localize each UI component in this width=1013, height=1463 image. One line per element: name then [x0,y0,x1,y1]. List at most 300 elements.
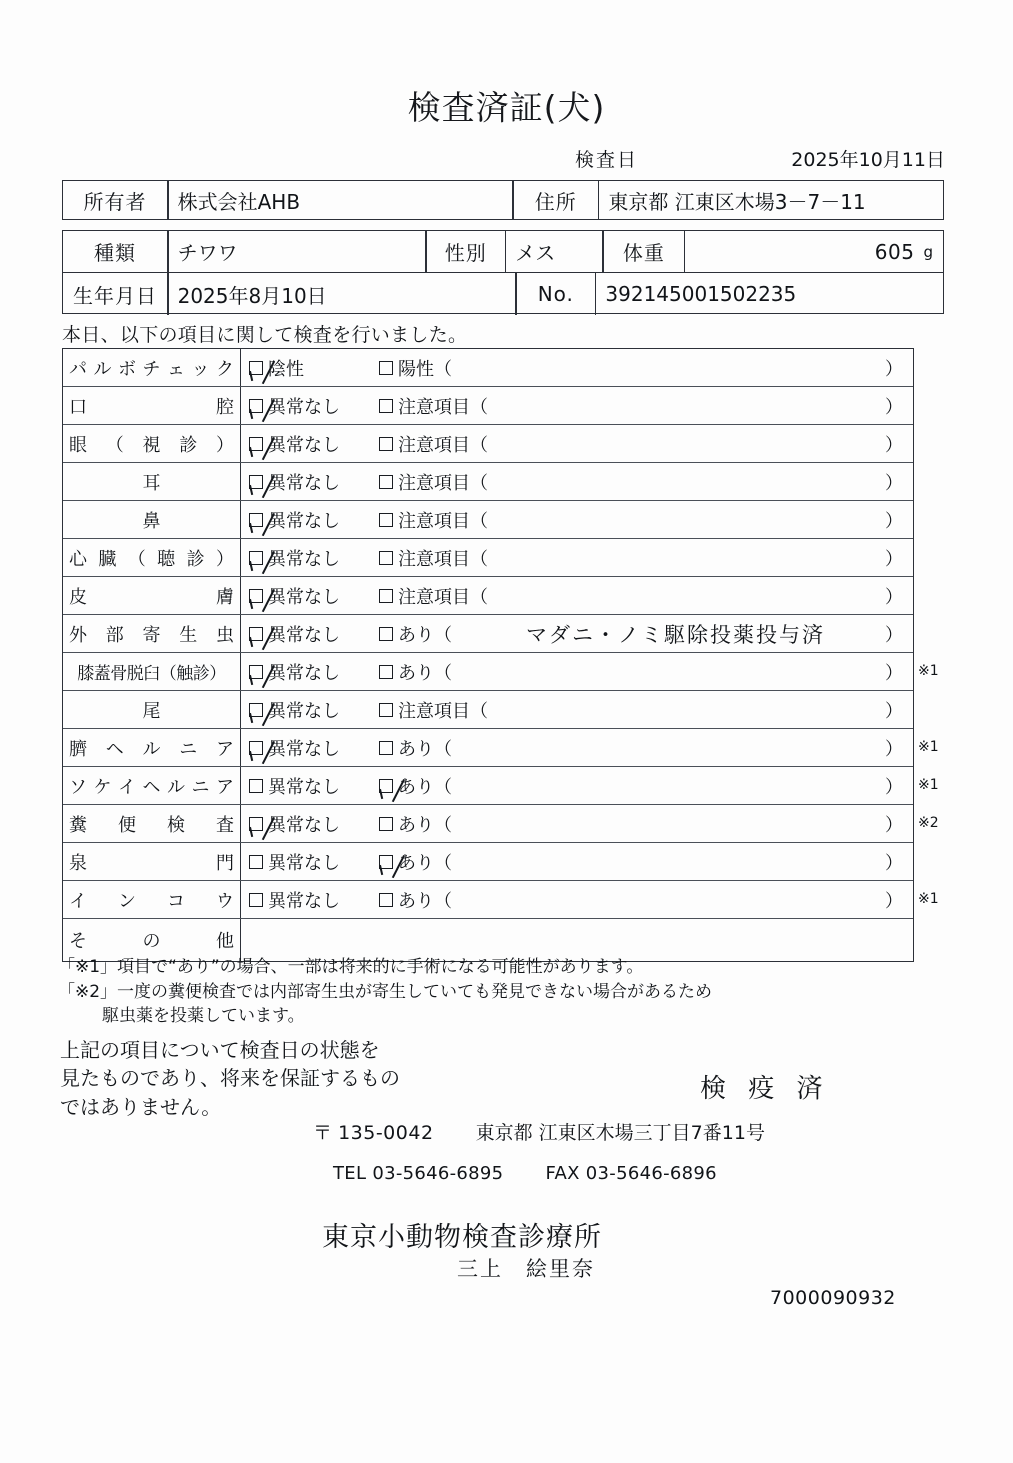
address-label: 住所 [534,189,577,214]
label-char: パ [69,358,87,380]
exam-note-field[interactable] [434,735,913,761]
option-label: 異常なし [268,662,340,684]
option-label: 異常なし [268,396,340,418]
exam-row-label [63,539,241,576]
paren-right: ） [885,472,903,494]
footnote-mark: ※1 [918,777,939,793]
label-char: 寄 [142,624,161,646]
exam-note-field[interactable] [470,545,913,571]
footnote-mark: ※1 [918,891,939,907]
checkbox-icon[interactable] [249,855,263,869]
label-char: チ [142,358,161,380]
footnote-2-line1: 「※2」一度の糞便検査では内部寄生虫が寄生していても発見できない場合があるため [58,981,713,1002]
checkbox-icon[interactable] [379,437,393,451]
checkbox-checked-icon[interactable] [379,855,393,869]
option-normal[interactable] [249,469,379,495]
label-char: 生 [179,624,198,646]
label-char: 視 [142,434,161,456]
exam-note-field[interactable] [434,887,913,913]
option-abnormal[interactable] [379,507,470,533]
footnote-marks-column [918,348,939,918]
checkbox-icon[interactable] [379,399,393,413]
option-normal[interactable] [249,393,379,419]
option-abnormal[interactable] [379,469,470,495]
checkbox-icon[interactable] [379,627,393,641]
clinic-contact-line [333,1163,717,1184]
paren-right: ） [885,548,903,570]
exam-items-table [62,348,914,962]
label-char: ケ [93,776,112,798]
weight-value: 605 [874,239,915,264]
postal-symbol-icon: 〒 [313,1122,333,1144]
exam-row-options [241,691,913,728]
exam-row [63,691,913,729]
label-char: ボ [118,358,136,380]
checkbox-checked-icon[interactable] [249,551,263,565]
option-label: 異常なし [268,472,340,494]
checkbox-checked-icon[interactable] [249,627,263,641]
footnote-mark-empty [918,462,939,500]
exam-row-options [241,843,913,880]
option-abnormal[interactable] [379,355,434,381]
disclaimer-line-1: 上記の項目について検査日の状態を [60,1038,380,1062]
footnote-mark: ※2 [918,815,939,831]
exam-note-field[interactable] [434,355,913,381]
footnotes [58,955,948,1029]
paren-right: ） [885,358,903,380]
footnote-mark: ※1 [918,739,939,755]
owner-value: 株式会社AHB [177,189,301,214]
paren-right: ） [885,396,903,418]
label-char: 心 [69,548,87,570]
label-chars [69,393,234,419]
exam-row-options [241,425,913,462]
label-char: ニ [179,738,198,760]
footnote-mark-empty [918,690,939,728]
option-abnormal[interactable] [379,583,470,609]
clinic-address: 東京都 江東区木場三丁目7番11号 [475,1122,765,1144]
option-label: あり [398,814,434,836]
reference-number: 7000090932 [770,1287,896,1309]
checkbox-icon[interactable] [379,741,393,755]
exam-row-options [241,463,913,500]
exam-row [63,501,913,539]
option-normal[interactable] [249,431,379,457]
checkbox-icon[interactable] [379,551,393,565]
exam-row-label [63,387,241,424]
checkbox-checked-icon[interactable] [249,513,263,527]
weight-value-cell [685,231,943,272]
footnote-mark-empty [918,614,939,652]
label-char: 部 [105,624,124,646]
label-char: ル [167,776,185,798]
paren-left: （ [470,434,488,456]
exam-row-label [63,615,241,652]
exam-row-options [241,653,913,690]
option-label: あり [398,738,434,760]
label-char: ル [93,358,112,380]
exam-row-label [63,729,241,766]
paren-left: （ [434,890,452,912]
checkbox-checked-icon[interactable] [249,817,263,831]
registration-no-value: 392145001502235 [605,282,797,306]
exam-note-field[interactable] [434,619,913,649]
label-char: 膚 [216,586,234,608]
checkbox-checked-icon[interactable] [249,437,263,451]
exam-row-label: 膝蓋骨脱臼（触診） [63,653,241,690]
label-chars [69,927,234,953]
birthdate-label: 生年月日 [73,283,157,308]
paren-left: （ [434,852,452,874]
label-char: 便 [118,814,136,836]
checkbox-icon[interactable] [379,665,393,679]
option-abnormal[interactable] [379,659,434,685]
option-label: 注意項目 [398,548,470,570]
paren-right: ） [885,700,903,722]
checkbox-icon[interactable] [379,893,393,907]
label-char: そ [69,931,87,952]
option-label: あり [398,852,434,874]
paren-right: ） [885,434,903,456]
owner-label: 所有者 [83,189,147,214]
exam-row [63,767,913,805]
paren-right: ） [885,738,903,760]
label-char: ヘ [105,738,124,760]
label-char: 臓 [98,548,117,570]
option-normal[interactable] [249,659,379,685]
label-char: 泉 [69,852,87,874]
label-char: （ [127,548,146,570]
footnote-mark-empty [918,576,939,614]
veterinarian-name: 三上 絵里奈 [457,1257,595,1281]
paren-right: ） [885,586,903,608]
paren-right: ） [885,662,903,684]
exam-row [63,425,913,463]
quarantine-stamp: 検 疫 済 [700,1074,830,1104]
checkbox-checked-icon[interactable] [249,703,263,717]
option-abnormal[interactable] [379,697,470,723]
option-normal[interactable] [249,507,379,533]
exam-row [63,463,913,501]
exam-row [63,539,913,577]
paren-left: （ [434,776,452,798]
exam-row-label: 鼻 [63,501,241,538]
footnote-mark: ※1 [918,663,939,679]
exam-row-label [63,767,241,804]
option-label: あり [398,776,434,798]
disclaimer [60,1036,400,1121]
paren-left: （ [434,624,452,646]
label-char: ル [142,738,161,760]
exam-row [63,615,913,653]
label-char: 診 [186,548,205,570]
option-abnormal[interactable] [379,811,434,837]
option-label: 陰性 [268,358,304,380]
label-char: 門 [216,852,234,874]
registration-no-label: No. [537,282,574,306]
checkbox-checked-icon[interactable] [249,589,263,603]
breed-value: チワワ [177,241,238,265]
label-char: 口 [69,396,87,418]
checkbox-icon[interactable] [379,513,393,527]
paren-left: （ [470,548,488,570]
sex-label: 性別 [444,241,487,265]
exam-note-field[interactable] [470,431,913,457]
paren-left: （ [470,700,488,722]
label-chars [69,887,234,913]
paren-left: （ [470,396,488,418]
sex-value: メス [515,241,556,265]
footnote-2-line2: 駆虫薬を投薬しています。 [102,1006,305,1027]
exam-row [63,577,913,615]
option-normal[interactable] [249,773,379,799]
exam-row-label: 尾 [63,691,241,728]
label-char: ッ [191,358,210,380]
footnote-mark-empty [918,500,939,538]
option-label: 注意項目 [398,700,470,722]
option-label: 異常なし [268,510,340,532]
weight-unit: g [923,242,933,261]
paren-right: ） [885,852,903,874]
paren-left: （ [434,662,452,684]
exam-row [63,653,913,691]
label-char: ン [118,890,136,912]
exam-note-field[interactable] [434,811,913,837]
option-label: 注意項目 [398,586,470,608]
option-abnormal[interactable] [379,773,434,799]
label-chars [69,773,234,799]
exam-row-label [63,843,241,880]
footnote-mark-empty [918,386,939,424]
exam-row-label: 耳 [63,463,241,500]
label-char: 臍 [69,738,87,760]
exam-row [63,729,913,767]
exam-row [63,387,913,425]
exam-row-options [241,805,913,842]
exam-row-label [63,425,241,462]
option-normal[interactable] [249,697,379,723]
paren-left: （ [434,358,452,380]
paren-right: ） [885,814,903,836]
label-char: イ [69,890,87,912]
exam-row [63,349,913,387]
label-chars [69,355,234,381]
birth-row [63,273,943,315]
checkbox-icon[interactable] [379,475,393,489]
paren-right: ） [885,776,903,798]
clinic-tel: TEL 03-5646-6895 [333,1163,504,1184]
checkbox-icon[interactable] [379,361,393,375]
option-normal[interactable] [249,887,379,913]
option-label: 異常なし [268,548,340,570]
checkbox-checked-icon[interactable] [379,779,393,793]
paren-right: ） [885,624,903,646]
option-abnormal[interactable] [379,431,470,457]
disclaimer-line-2: 見たものであり、将来を保証するもの [60,1066,400,1091]
checkbox-checked-icon[interactable] [249,475,263,489]
owner-box [62,180,944,220]
label-char: 検 [167,814,185,836]
label-char: 外 [69,624,87,646]
exam-row-options [241,577,913,614]
option-abnormal[interactable] [379,887,434,913]
label-char: ソ [69,776,87,798]
disclaimer-line-3: ではありません。 [60,1094,222,1119]
option-label: 異常なし [268,738,340,760]
exam-row [63,805,913,843]
exam-row-label [63,349,241,386]
checkbox-icon[interactable] [249,779,263,793]
option-normal[interactable] [249,811,379,837]
label-char: ） [216,434,234,456]
option-label: 注意項目 [398,396,470,418]
label-char: ） [215,548,234,570]
exam-row-options [241,349,913,386]
checkbox-icon[interactable] [379,589,393,603]
birthdate-value: 2025年8月10日 [177,283,327,308]
postal-code: 135-0042 [338,1122,434,1144]
paren-left: （ [434,738,452,760]
exam-row-options [241,387,913,424]
exam-row-options [241,615,913,652]
option-label: 異常なし [268,852,340,874]
checkbox-icon[interactable] [249,893,263,907]
animal-info-box [62,230,944,314]
exam-note-field[interactable] [434,659,913,685]
checkbox-icon[interactable] [379,817,393,831]
exam-note-field[interactable] [470,697,913,723]
label-char: コ [167,890,185,912]
exam-row-options [241,767,913,804]
clinic-name: 東京小動物検査診療所 [322,1222,602,1253]
option-normal[interactable] [249,355,379,381]
option-abnormal[interactable] [379,849,434,875]
label-char: ェ [167,358,185,380]
checkbox-checked-icon[interactable] [249,665,263,679]
option-label: 注意項目 [398,510,470,532]
label-char: 皮 [69,586,87,608]
paren-left: （ [434,814,452,836]
option-normal[interactable] [249,545,379,571]
exam-row-label [63,577,241,614]
label-chars [69,545,234,571]
label-char: 査 [216,814,234,836]
label-char: の [142,931,161,952]
option-normal[interactable] [249,735,379,761]
option-abnormal[interactable] [379,393,470,419]
paren-right: ） [885,510,903,532]
checkbox-checked-icon[interactable] [249,741,263,755]
label-chars [69,431,234,457]
breed-label: 種類 [94,241,136,265]
label-chars [69,811,234,837]
exam-date-value: 2025年10月11日 [791,149,945,171]
option-label: 注意項目 [398,472,470,494]
exam-note-field[interactable] [470,583,913,609]
option-label: 異常なし [268,624,340,646]
checkbox-icon[interactable] [379,703,393,717]
clinic-fax: FAX 03-5646-6896 [545,1163,717,1184]
label-char: 他 [216,931,234,952]
option-label: 陽性 [398,358,434,380]
exam-row [63,843,913,881]
page-title: 検査済証(犬) [407,88,606,127]
footnote-mark-empty [918,424,939,462]
label-chars [69,849,234,875]
footnote-mark-empty [918,538,939,576]
label-char: ア [216,776,234,798]
option-label: 異常なし [268,814,340,836]
exam-note-field[interactable] [470,393,913,419]
option-label: 異常なし [268,890,340,912]
exam-row-options [241,729,913,766]
weight-label: 体重 [622,241,665,265]
label-char: ヘ [142,776,161,798]
label-char: （ [105,434,124,456]
paren-left: （ [470,510,488,532]
breed-row [63,231,943,273]
label-char: 腔 [216,396,234,418]
option-label: 異常なし [268,434,340,456]
label-chars [69,583,234,609]
option-label: あり [398,662,434,684]
checkbox-checked-icon[interactable] [249,399,263,413]
option-normal[interactable] [249,621,379,647]
option-normal[interactable] [249,849,379,875]
exam-note-field[interactable] [470,507,913,533]
paren-right: ） [885,890,903,912]
exam-row-label [63,881,241,918]
option-label: あり [398,624,434,646]
exam-note-field[interactable] [434,773,913,799]
option-abnormal[interactable] [379,735,434,761]
exam-note-field[interactable] [470,469,913,495]
exam-note-text: マダニ・ノミ駆除投薬投与済 [526,622,825,647]
footnote-mark-empty [918,348,939,386]
option-label: 異常なし [268,776,340,798]
option-label: 異常なし [268,700,340,722]
clinic-address-line [313,1118,765,1145]
exam-row-options [241,501,913,538]
footnote-mark-empty [918,842,939,880]
label-char: 診 [179,434,198,456]
option-label: 異常なし [268,586,340,608]
exam-row [63,881,913,919]
exam-row-options [241,881,913,918]
label-char: ニ [191,776,210,798]
exam-note-field[interactable] [434,849,913,875]
paren-left: （ [470,472,488,494]
paren-left: （ [470,586,488,608]
label-char: 眼 [69,434,87,456]
label-chars [69,621,234,647]
option-abnormal[interactable] [379,545,470,571]
address-value: 東京都 江東区木場3－7－11 [608,189,866,214]
label-char: 虫 [216,624,234,646]
option-normal[interactable] [249,583,379,609]
exam-row-options [241,539,913,576]
label-char: ウ [216,890,234,912]
option-label: あり [398,890,434,912]
label-char: 聴 [157,548,176,570]
exam-date-label: 検査日 [575,149,639,171]
option-abnormal[interactable] [379,621,434,647]
checkbox-checked-icon[interactable] [249,361,263,375]
footnote-1: 「※1」項目で“あり”の場合、一部は将来的に手術になる可能性があります。 [58,957,644,977]
label-char: ク [216,358,234,380]
label-char: ア [216,738,234,760]
label-char: イ [118,776,136,798]
